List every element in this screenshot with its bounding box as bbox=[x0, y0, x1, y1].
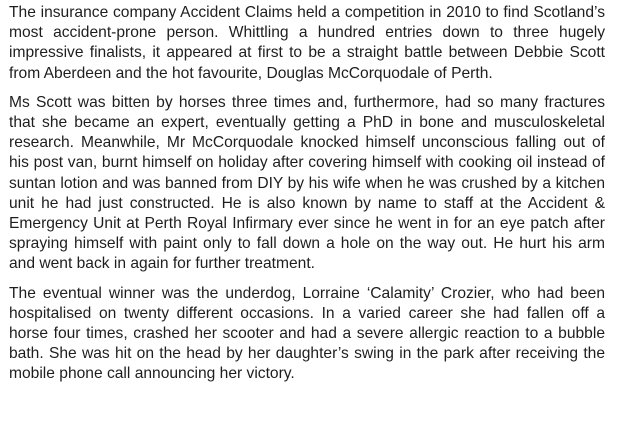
paragraph-eventual-winner: The eventual winner was the underdog, Lorraine ‘Calamity’ Crozier, who had been hospitalised on twenty different occasions. In a varied career she had fallen off a horse four times, crashed her scooter and had a severe allergic reaction to a bubble bath. She was hit on the head by her daughter’s swing in the park after receiving the mobile phone call announcing her victory. bbox=[9, 284, 605, 383]
paragraph-finalists-details: Ms Scott was bitten by horses three times and, furthermore, had so many fractures that she became an expert, eventually getting a PhD in bone and musculoskeletal research. Meanwhile, Mr McCorquodale knocked himself unconscious falling out of his post van, burnt himself on holiday after covering himself with cooking oil instead of suntan lotion and was banned from DIY by his wife when he was crushed by a kitchen unit he had just constructed. He is also known by name to staff at the Accident & Emergency Unit at Perth Royal Infirmary ever since he went in for an eye patch after spraying himself with paint only to fall down a hole on the way out. He hurt his arm and went back in again for further treatment. bbox=[9, 93, 605, 273]
paragraph-competition-intro: The insurance company Accident Claims held a competition in 2010 to find Scotland’s most accident-prone person. Whittling a hundred entries down to three hugely impressive finalists, it appeared at first to be a straight battle between Debbie Scott from Aberdeen and the hot favourite, Douglas McCorquodale of Perth. bbox=[9, 4, 605, 82]
